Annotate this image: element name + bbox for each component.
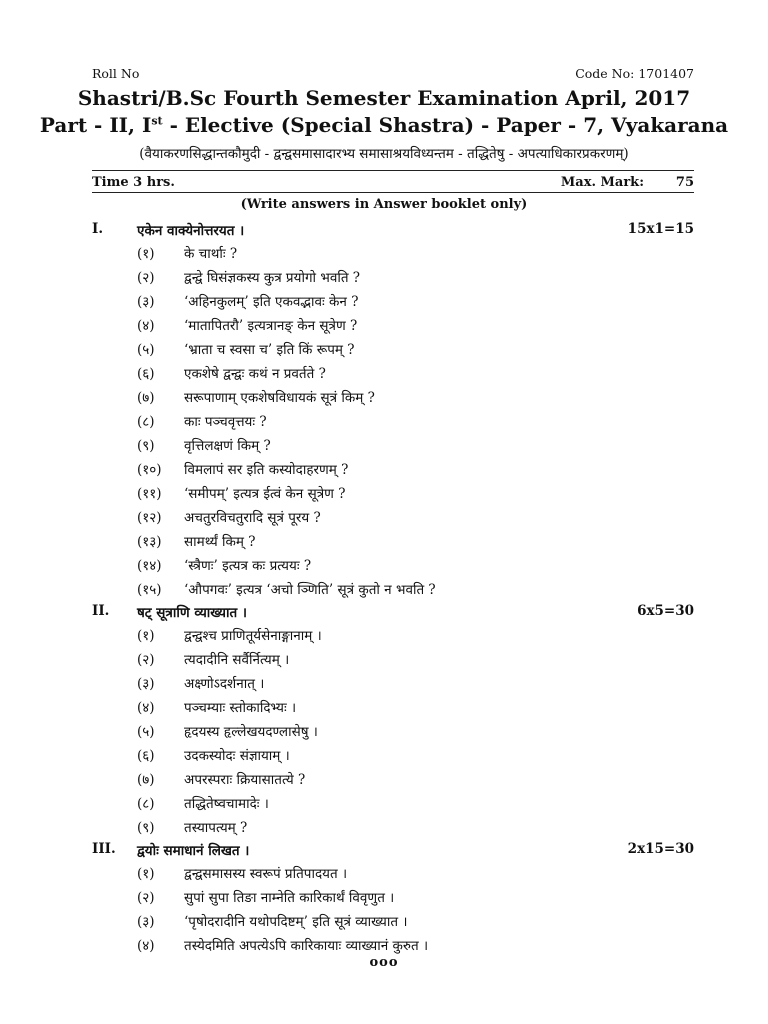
question-number: (१) (137, 628, 155, 644)
question-text: द्वन्द्वश्च प्राणितूर्यसेनाङ्गानाम् । (184, 628, 322, 644)
question-number: (३) (137, 914, 155, 930)
question-item (137, 770, 694, 792)
question-item (137, 460, 694, 482)
paper-title (0, 113, 768, 137)
question-text: तस्येदमिति अपत्येऽपि कारिकायाः व्याख्यानं कुरुत । (184, 938, 429, 954)
question-number: (९) (137, 820, 155, 836)
question-item (137, 508, 694, 530)
section-heading (92, 603, 694, 625)
question-item (137, 292, 694, 314)
paper-title-part: Part - II, I (39, 113, 152, 137)
question-number: (३) (137, 294, 155, 310)
section-marks: 2x15=30 (627, 841, 694, 857)
question-number: (१) (137, 246, 155, 262)
question-item (137, 626, 694, 648)
max-mark-value: 75 (675, 175, 694, 190)
end-mark: ooo (369, 955, 399, 970)
section-marks: 15x1=15 (627, 221, 694, 237)
time-label: Time 3 hrs. (92, 175, 175, 190)
question-number: (२) (137, 890, 155, 906)
question-text: अपरस्पराः क्रियासातत्ये ? (184, 772, 306, 788)
question-number: (२) (137, 652, 155, 668)
question-text: विमलापं सर इति कस्योदाहरणम् ? (184, 462, 349, 478)
question-number: (१३) (137, 534, 162, 550)
question-text: अक्ष्णोऽदर्शनात् । (184, 676, 265, 692)
question-item (137, 888, 694, 910)
paper-title-rest: - Elective (Special Shastra) - Paper - 7, Vyakarana (162, 113, 729, 137)
question-text: तस्यापत्यम् ? (184, 820, 248, 836)
question-item (137, 556, 694, 578)
question-text: हृदयस्य हृल्लेखयदण्लासेषु । (184, 724, 318, 740)
question-text: एकशेषे द्वन्द्वः कथं न प्रवर्तते ? (184, 366, 326, 382)
exam-meta (92, 175, 694, 193)
question-item (137, 698, 694, 720)
question-text: ‘समीपम्’ इत्यत्र ईत्वं केन सूत्रेण ? (184, 486, 346, 502)
question-number: (७) (137, 772, 155, 788)
question-number: (११) (137, 486, 162, 502)
question-item (137, 532, 694, 554)
question-number: (१०) (137, 462, 162, 478)
question-number: (४) (137, 318, 155, 334)
question-text: ‘भ्राता च स्वसा च’ इति किं रूपम् ? (184, 342, 355, 358)
question-item (137, 818, 694, 840)
section-heading (92, 221, 694, 243)
question-text: ‘पृषोदरादीनि यथोपदिष्टम्’ इति सूत्रं व्याख्यात । (184, 914, 408, 930)
question-number: (४) (137, 938, 155, 954)
question-item (137, 674, 694, 696)
roll-no-label: Roll No (92, 66, 140, 81)
question-text: अचतुरविचतुरादि सूत्रं पूरय ? (184, 510, 321, 526)
section-title: एकेन वाक्येनोत्तरयत । (137, 223, 245, 239)
question-item (137, 316, 694, 338)
section-number: II. (92, 603, 110, 619)
question-item (137, 650, 694, 672)
question-item (137, 244, 694, 266)
section-marks: 6x5=30 (637, 603, 694, 619)
question-text: काः पञ्चवृत्तयः ? (184, 414, 267, 430)
meta-divider (92, 192, 694, 193)
question-text: ‘स्त्रैणः’ इत्यत्र कः प्रत्ययः ? (184, 558, 312, 574)
section-number: I. (92, 221, 104, 237)
instruction: (Write answers in Answer booklet only) (240, 197, 528, 212)
question-number: (४) (137, 700, 155, 716)
question-text: द्वन्द्वसमासस्य स्वरूपं प्रतिपादयत । (184, 866, 348, 882)
max-mark-label: Max. Mark: (560, 175, 644, 190)
section-number: III. (92, 841, 116, 857)
question-item (137, 364, 694, 386)
code-no-label: Code No: 1701407 (575, 66, 694, 81)
question-item (137, 912, 694, 934)
top-divider (92, 170, 694, 171)
question-text: के चार्थाः ? (184, 246, 238, 262)
question-number: (१४) (137, 558, 162, 574)
question-text: तद्धितेष्वचामादेः । (184, 796, 269, 812)
question-item (137, 388, 694, 410)
question-item (137, 436, 694, 458)
question-text: पञ्चम्याः स्तोकादिभ्यः । (184, 700, 297, 716)
question-text: ‘मातापितरौ’ इत्यत्रानङ् केन सूत्रेण ? (184, 318, 358, 334)
question-number: (६) (137, 748, 155, 764)
question-item (137, 340, 694, 362)
top-line (92, 66, 694, 84)
question-item (137, 746, 694, 768)
question-text: सरूपाणाम् एकशेषविधायकं सूत्रं किम् ? (184, 390, 375, 406)
question-text: वृत्तिलक्षणं किम् ? (184, 438, 271, 454)
question-number: (५) (137, 342, 155, 358)
question-item (137, 864, 694, 886)
question-number: (८) (137, 414, 155, 430)
section-title: द्वयोः समाधानं लिखत । (137, 843, 250, 859)
question-number: (५) (137, 724, 155, 740)
question-text: सामर्थ्यं किम् ? (184, 534, 256, 550)
question-number: (१५) (137, 582, 162, 598)
section-title: षट् सूत्राणि व्याख्यात । (137, 605, 248, 621)
paper-title-sup: st (151, 114, 163, 128)
question-item (137, 484, 694, 506)
syllabus-subtitle: (वैयाकरणसिद्धान्तकौमुदी - द्वन्द्वसमासादारभ्य समासाश्रयविध्यन्तम - तद्धितेषु - अपत्याधिकारप्रकरणम्) (139, 146, 629, 162)
question-number: (८) (137, 796, 155, 812)
question-number: (७) (137, 390, 155, 406)
question-number: (१२) (137, 510, 162, 526)
question-item (137, 722, 694, 744)
question-text: सुपां सुपा तिङा नाम्नेति कारिकार्थं विवृणुत । (184, 890, 395, 906)
question-item (137, 794, 694, 816)
question-text: उदकस्योदः संज्ञायाम् । (184, 748, 290, 764)
section-heading (92, 841, 694, 863)
question-number: (६) (137, 366, 155, 382)
question-item (137, 580, 694, 602)
question-number: (९) (137, 438, 155, 454)
question-number: (२) (137, 270, 155, 286)
question-text: ‘औपगवः’ इत्यत्र ‘अचो ञ्णिति’ सूत्रं कुतो न भवति ? (184, 582, 436, 598)
question-text: द्वन्द्वे घिसंज्ञकस्य कुत्र प्रयोगो भवति ? (184, 270, 361, 286)
question-text: त्यदादीनि सर्वैर्नित्यम् । (184, 652, 290, 668)
question-item (137, 412, 694, 434)
question-number: (१) (137, 866, 155, 882)
question-number: (३) (137, 676, 155, 692)
exam-title: Shastri/B.Sc Fourth Semester Examination April, 2017 (77, 86, 691, 110)
question-item (137, 268, 694, 290)
question-text: ‘अहिनकुलम्’ इति एकवद्भावः केन ? (184, 294, 359, 310)
